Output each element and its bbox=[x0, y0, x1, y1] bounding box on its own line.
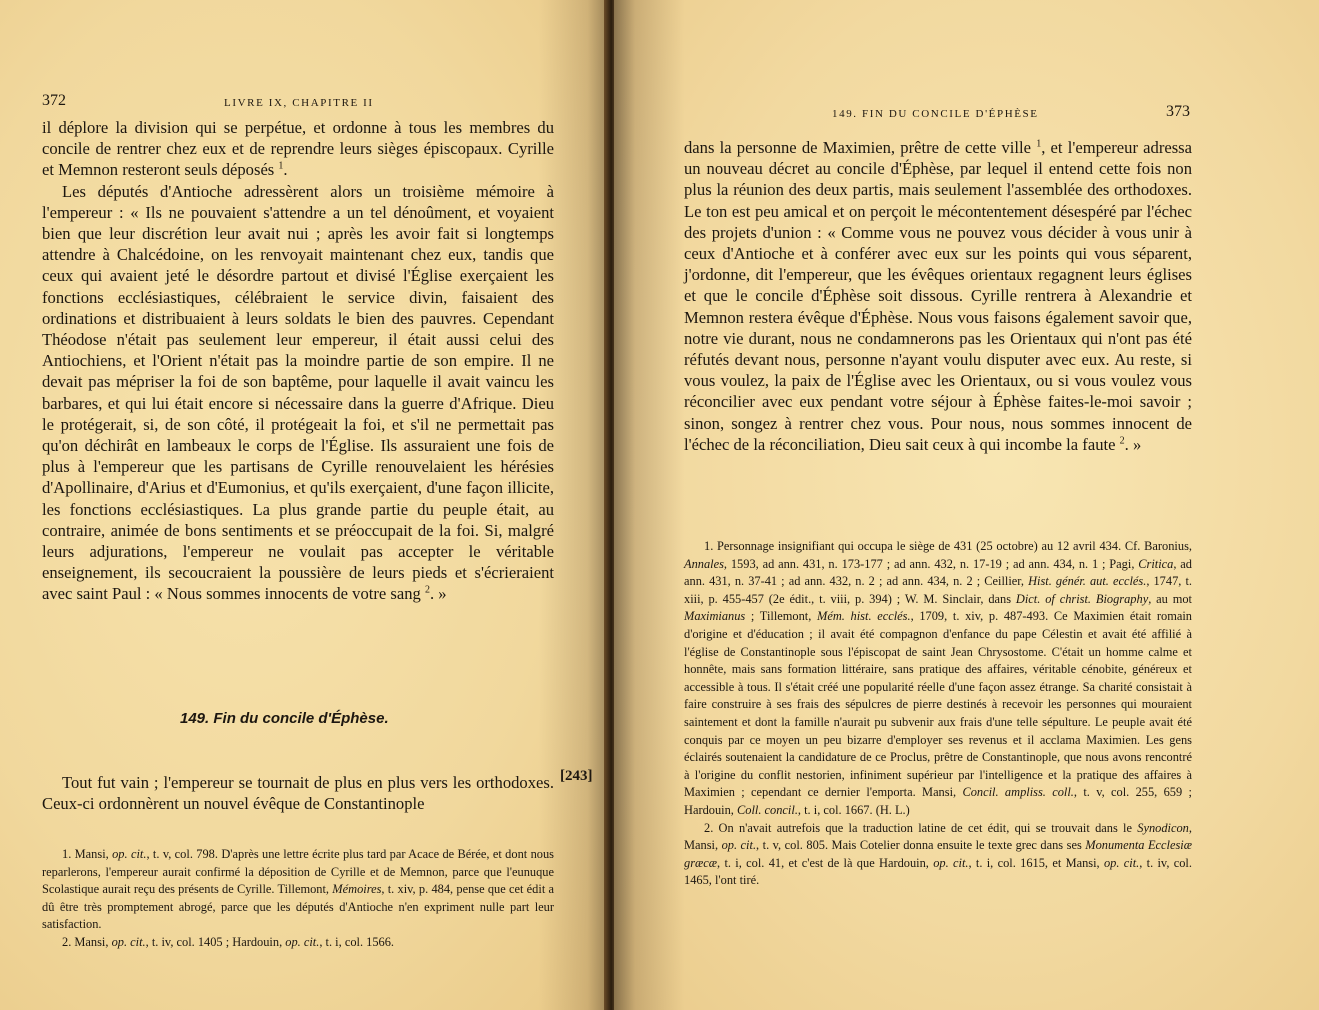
main-text-continued bbox=[42, 772, 554, 814]
paragraph: il déplore la division qui se perpétue, et ordonne à tous les membres du concile de rentrer chez eux et de reprendre leurs sièges épiscopaux. Cyrille et Memnon resteront seuls déposés $^1$. bbox=[42, 118, 554, 180]
main-text bbox=[42, 117, 554, 605]
footnote-1: 1. Mansi, op. cit., t. v, col. 798. D'après une lettre écrite plus tard par Acace de Bérée, et dont nous reparlerons, l'empereur aurait confirmé la déposition de Cyrille et de Memnon, parce que l'eunuque Scolastique aurait reçu des présents de Cyrille. Tillemont, Mémoires, t. xiv, p. 484, pense que cet édit a dû être très promptement abrogé, parce que les députés d'Antioche n'en expriment nulle part leur satisfaction. bbox=[42, 847, 555, 932]
paragraph bbox=[42, 181, 554, 605]
footnote-2: 2. Mansi, op. cit., t. iv, col. 1405 ; Hardouin, op. cit., t. i, col. 1566. bbox=[62, 934, 395, 949]
section-heading: 149. Fin du concile d'Éphèse. bbox=[180, 710, 389, 727]
paragraph-text: il déplore la division qui se perpétue, et ordonne à tous les membres du concile de rentrer chez eux et de reprendre leurs sièges épiscopaux. Cyrille et Memnon resteront seuls déposés bbox=[42, 118, 554, 180]
main-text bbox=[684, 137, 1192, 455]
right-page bbox=[614, 0, 1319, 1010]
footnotes bbox=[42, 846, 554, 952]
running-head: LIVRE IX, CHAPITRE II bbox=[224, 97, 374, 109]
paragraph-text: dans la personne de Maximien, prêtre de cette ville bbox=[684, 138, 1032, 157]
page-number: 372 bbox=[42, 92, 66, 109]
left-page bbox=[0, 0, 612, 1010]
footnote-2: 2. On n'avait autrefois que la traduction latine de cet édit, qui se trouvait dans le Synodicon, Mansi, op. cit., t. v, col. 805. Mais Cotelier donna ensuite le texte grec dans ses Monumenta Ecclesiæ græcæ, t. i, col. 41, et c'est de là que Hardouin, op. cit., t. i, col. 1615, et Mansi, op. cit., t. iv, col. 1465, l'ont tiré. bbox=[684, 820, 1192, 888]
paragraph-end: . » bbox=[429, 584, 447, 604]
paragraph bbox=[684, 137, 1192, 455]
page-number: 373 bbox=[1166, 103, 1190, 120]
footnote-ref: 2 bbox=[1119, 435, 1125, 447]
footnote-1: 1. Personnage insignifiant qui occupa le siège de 431 (25 octobre) au 12 avril 434. Cf. Baronius, Annales, 1593, ad ann. 431, n. 173-177 ; ad ann. 432, n. 17-19 ; ad ann. 434, n. 1 ; Pagi, Critica, ad ann. 431, n. 37-41 ; ad ann. 432, n. 2 ; ad ann. 434, n. 2 ; Ceillier, Hist. génér. aut. ecclés., 1747, t. xiii, p. 455-457 (2e édit., t. viii, p. 394) ; W. M. Sinclair, dans Dict. of christ. Biography, au mot Maximianus ; Tillemont, Mém. hist. ecclés., 1709, t. xiv, p. 487-493. Ce Maximien était romain d'origine et d'éducation ; il avait été compagnon d'enfance du pape Célestin et avait été affilié à l'église de Constantinople sous l'épiscopat de saint Jean Chrysostome. C'était un homme calme et honnête, mais sans formation littéraire, sans pratique des affaires, véritable cénobite, généreux et accessible à tous. Il s'était créé une popularité réelle d'une façon assez étrange. Sa charité consistait à faire construire à ses frais des sépulcres de pierre destinés à recevoir les personnes qui mouraient saintement et dont la famille n'aurait pu subvenir aux frais d'une telle sépulture. Le peuple avait été conquis par ce moyen un peu bizarre d'employer ses revenus et il acclama Maximien. Les gens éclairés soutenaient la candidature de ce Proclus, prêtre de Constantinople, que nous avons rencontré à l'origine du conflit nestorien, infiniment supérieur par l'intelligence et la pratique des affaires à Maximien ; cependant ce dernier l'emporta. Mansi, Concil. ampliss. coll., t. v, col. 255, 659 ; Hardouin, Coll. concil., t. i, col. 1667. (H. L.) bbox=[684, 539, 1192, 817]
paragraph-text: , et l'empereur adressa un nouveau décret au concile d'Éphèse, par lequel il entend cette fois non plus la réunion des deux partis, mais seulement l'assemblée des orthodoxes. Le ton est peu amical et on perçoit le mécontentement désespéré par l'échec des projets d'union : « Comme vous ne pouvez vous décider à vous unir à ceux d'Antioche et à conférer avec eux sur les points qui vous séparent, j'ordonne, dit l'empereur, que les évêques orientaux regagnent leurs églises et que le concile d'Éphèse soit dissous. Cyrille rentrera à Alexandrie et Memnon restera évêque d'Éphèse. Nous vous faisons également savoir que, notre vie durant, nous ne condamnerons pas les Orientaux qui n'ont pas été réfutés devant nous, personne n'ayant voulu disputer avec eux. Au reste, si vous voulez, la paix de l'Église avec les Orientaux, ou si vous voulez vous réconcilier avec eux pendant votre séjour à Éphèse faites-le-moi savoir ; sinon, songez à rentrer chez vous. Pour nous, nous sommes innocent de l'échec de la réconciliation, Dieu sait ceux à qui incombe la faute bbox=[684, 138, 1192, 454]
paragraph-text: Les députés d'Antioche adressèrent alors un troisième mémoire à l'empereur : « Ils ne pouvaient s'attendre a un tel dénoûment, et voyaient bien que leur discrétion leur avait nui ; après les avoir fait si longtemps attendre à Chalcédoine, on les renvoyait maintenant chez eux, tandis que ceux qui avaient jeté le désordre partout et divisé l'Église exerçaient les fonctions ecclésiastiques, célébraient le service divin, faisaient des ordinations et distribuaient à leurs soldats le bien des pauvres. Cependant Théodose n'était pas seulement leur empereur, il était aussi celui des Antiochiens, et l'Orient n'était pas la moindre partie de son empire. Il ne devait pas mépriser la foi de son baptême, pour laquelle il avait vaincu les barbares, et qui lui était encore si nécessaire dans la guerre d'Afrique. Dieu le protégerait, si, de son côté, il protégeait la foi, et s'il ne permettait pas qu'on déchirât en lambeaux le corps de l'Église. Ils assuraient une fois de plus à l'empereur que les partisans de Cyrille renouvelaient les hérésies d'Apollinaire, d'Arius et d'Eumonius, et qu'ils exerçaient, d'une façon illicite, les fonctions ecclésiastiques. La plus grande partie du peuple était, au contraire, animée de bons sentiments et se préoccupait de la foi. Si, malgré leurs adjurations, l'empereur ne voulait pas accepter le véritable enseignement, ils secoucraient la poussière de leurs pieds et s'écrieraient avec saint Paul : « Nous sommes innocents de votre sang bbox=[42, 181, 554, 604]
margin-page-number: [243] bbox=[560, 768, 593, 784]
running-head: 149. FIN DU CONCILE D'ÉPHÈSE bbox=[832, 108, 1039, 120]
footnote-ref: 1 bbox=[1036, 138, 1042, 150]
paragraph: Tout fut vain ; l'empereur se tournait de plus en plus vers les orthodoxes. Ceux-ci ordonnèrent un nouvel évêque de Constantinople bbox=[42, 773, 554, 814]
footnote-ref: 1 bbox=[278, 160, 284, 172]
footnotes bbox=[684, 538, 1192, 890]
paragraph-end: . » bbox=[1124, 434, 1142, 454]
footnote-ref: 2 bbox=[424, 584, 430, 596]
